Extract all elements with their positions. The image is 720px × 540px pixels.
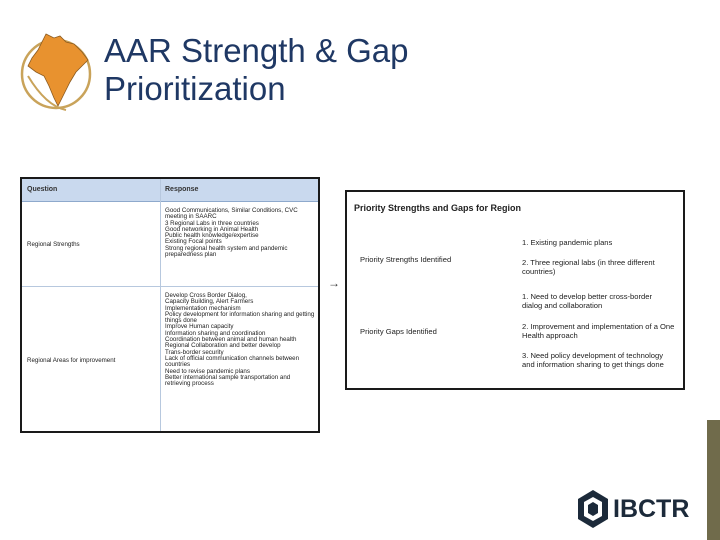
table-row-divider <box>22 286 318 287</box>
table-column-divider <box>160 179 161 431</box>
brand-name: IBCTR <box>613 495 690 523</box>
slide-title <box>104 32 524 108</box>
list-item: Regional Collaboration and better develop <box>165 342 281 350</box>
list-item: Capacity Building, Alert Farmers <box>165 298 254 306</box>
accent-bar <box>707 420 720 540</box>
list-item: 1. Existing pandemic plans <box>522 238 613 247</box>
list-item: Need to revise pandemic plans <box>165 367 250 375</box>
priority-gaps-label: Priority Gaps Identified <box>360 327 437 336</box>
brand-logo <box>575 488 690 530</box>
priority-strengths-label: Priority Strengths Identified <box>360 255 452 264</box>
slide-title-line2: Prioritization <box>104 70 286 107</box>
list-item: Better international sample transportation and retrieving process <box>165 373 291 388</box>
arrow-right-icon: → <box>328 276 340 290</box>
list-item: 1. Need to develop better cross-border dialog and collaboration <box>522 292 653 310</box>
row-improvement-response <box>165 293 317 387</box>
assessment-table <box>20 177 320 433</box>
row-strengths-response <box>165 208 317 258</box>
brand-mark-icon <box>575 488 611 530</box>
logo-icon <box>16 26 96 116</box>
list-item: Good Communications, Similar Conditions, CVC meeting in SAARC <box>165 207 298 221</box>
header-response: Response <box>165 186 199 193</box>
list-item: Coordination between animal and human health <box>165 336 297 344</box>
row-improvement-question: Regional Areas for improvement <box>27 357 116 364</box>
header-question: Question <box>27 186 58 193</box>
list-item: Good networking in Animal Health <box>165 225 259 233</box>
assessment-table-header <box>22 179 318 202</box>
list-item: Policy development for information sharing and getting things done <box>165 310 315 325</box>
list-item: Existing Focal points <box>165 238 222 246</box>
row-strengths-question: Regional Strengths <box>27 241 80 248</box>
list-item: 3 Regional Labs in three countries <box>165 219 259 227</box>
list-item: Strong regional health system and pandemic preparedness plan <box>165 244 288 259</box>
priority-summary-title: Priority Strengths and Gaps for Region <box>354 203 522 213</box>
list-item: 3. Need policy development of technology and information sharing to get things done <box>522 351 664 369</box>
list-item: Public health knowledge/expertise <box>165 232 259 240</box>
list-item: Lack of official communication channels between countries <box>165 354 300 369</box>
list-item: Develop Cross Border Dialog, <box>165 292 247 299</box>
list-item: Trans-border security <box>165 348 224 356</box>
list-item: Implementation mechanism <box>165 304 241 312</box>
list-item: 2. Improvement and implementation of a One Health approach <box>522 322 675 340</box>
list-item: Information sharing and coordination <box>165 329 266 337</box>
priority-summary-panel <box>345 190 685 390</box>
list-item: 2. Three regional labs (in three different countries) <box>522 258 655 276</box>
slide-title-line1: AAR Strength & Gap <box>104 32 409 69</box>
list-item: Improve Human capacity <box>165 323 234 331</box>
